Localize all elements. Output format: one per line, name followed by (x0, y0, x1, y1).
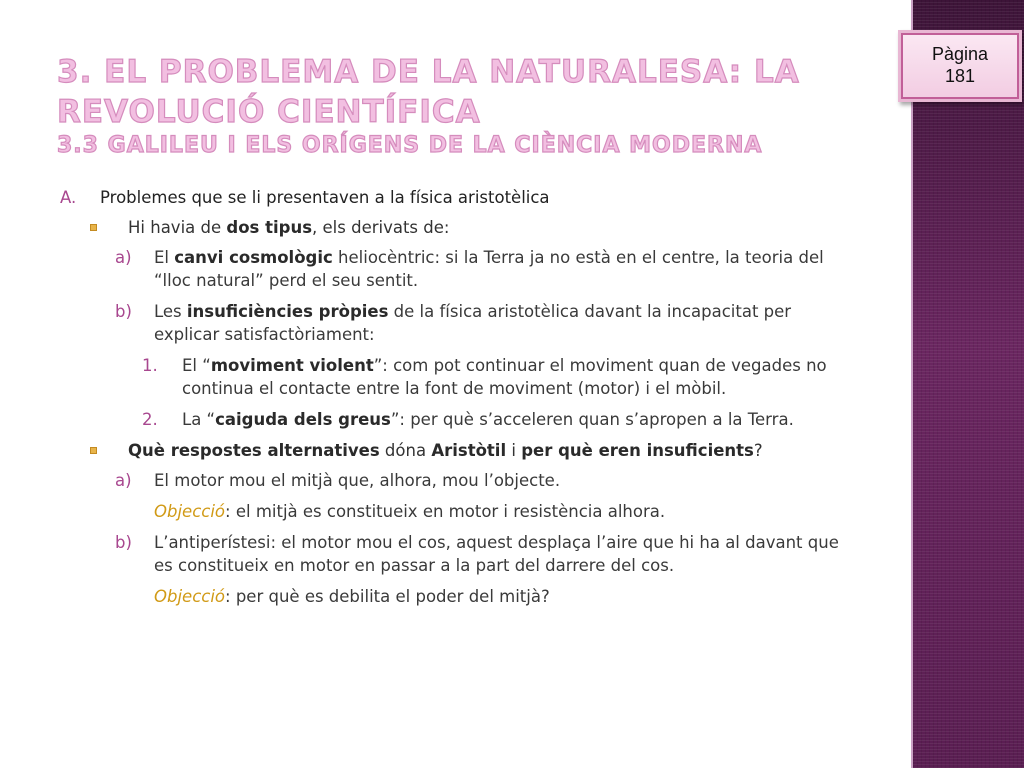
list-marker: b) (115, 533, 132, 552)
bold-fragment: dos tipus (226, 218, 313, 237)
list-item-falling-bodies (60, 408, 860, 431)
text-fragment: El “ (182, 356, 211, 375)
list-marker: 1. (142, 356, 158, 375)
list-item-motor-medium (60, 469, 860, 492)
list-item-cosmological-change (60, 246, 860, 292)
slide-title (57, 52, 897, 160)
objection-2 (60, 585, 860, 608)
title-line-1: 3. EL PROBLEMA DE LA NATURALESA: LA REVOLUCIÓ CIENTÍFICA (57, 54, 800, 130)
list-marker: a) (115, 248, 132, 267)
title-line-2: 3.3 GALILEU I ELS ORÍGENS DE LA CIÈNCIA MODERNA (57, 133, 763, 158)
square-bullet-icon (90, 447, 97, 454)
list-marker: A. (60, 188, 77, 207)
text-fragment: : el mitjà es constitueix en motor i resistència alhora. (225, 502, 666, 521)
list-item-text: Problemes que se li presentaven a la física aristotèlica (100, 188, 550, 207)
bold-fragment: per què eren insuficients (521, 441, 754, 460)
page-number: 181 (944, 66, 976, 86)
list-item-a (60, 186, 860, 209)
objection-label: Objecció (154, 587, 226, 606)
objection-1 (60, 500, 860, 523)
bold-fragment: caiguda dels greus (215, 410, 391, 429)
list-marker: b) (115, 302, 132, 321)
text-fragment: El (154, 248, 175, 267)
bold-fragment: insuficiències pròpies (186, 302, 389, 321)
page-label: Pàgina (931, 44, 989, 64)
bold-fragment: Què respostes alternatives (128, 441, 380, 460)
list-item-insufficiencies (60, 300, 860, 346)
text-fragment: i (506, 441, 522, 460)
list-marker: 2. (142, 410, 158, 429)
bold-fragment: moviment violent (210, 356, 374, 375)
text-fragment: de la física aristotèlica davant la incapacitat per explicar satisfactòriament: (154, 302, 792, 344)
text-fragment: ? (753, 441, 763, 460)
bullet-item-types (60, 216, 860, 239)
text-fragment: La “ (182, 410, 216, 429)
slide-content (60, 186, 860, 616)
list-item-antiperistasis (60, 531, 860, 577)
page-number-badge (898, 30, 1022, 102)
text-fragment: dóna (379, 441, 432, 460)
text-fragment: : per què es debilita el poder del mitjà? (225, 587, 550, 606)
text-fragment: , els derivats de: (312, 218, 450, 237)
text-fragment: Hi havia de (128, 218, 227, 237)
list-marker: a) (115, 471, 132, 490)
text-fragment: L’antiperístesi: el motor mou el cos, aquest desplaça l’aire que hi ha al davant que es constitueix en motor en passar a la part del darrere del cos. (154, 533, 839, 575)
objection-label: Objecció (154, 502, 226, 521)
square-bullet-icon (90, 224, 97, 231)
decorative-side-band (913, 0, 1024, 768)
bold-fragment: Aristòtil (431, 441, 507, 460)
bold-fragment: canvi cosmològic (174, 248, 333, 267)
text-fragment: ”: per què s’acceleren quan s’apropen a la Terra. (390, 410, 794, 429)
text-fragment: El motor mou el mitjà que, alhora, mou l’objecte. (154, 471, 561, 490)
text-fragment: ”: com pot continuar el moviment quan de vegades no continua el contacte entre la font de moviment (motor) i el mòbil. (182, 356, 827, 398)
bullet-item-alternatives (60, 439, 860, 462)
text-fragment: heliocèntric: si la Terra ja no està en el centre, la teoria del “lloc natural” perd el seu sentit. (154, 248, 824, 290)
list-item-violent-motion (60, 354, 860, 400)
text-fragment: Les (154, 302, 187, 321)
